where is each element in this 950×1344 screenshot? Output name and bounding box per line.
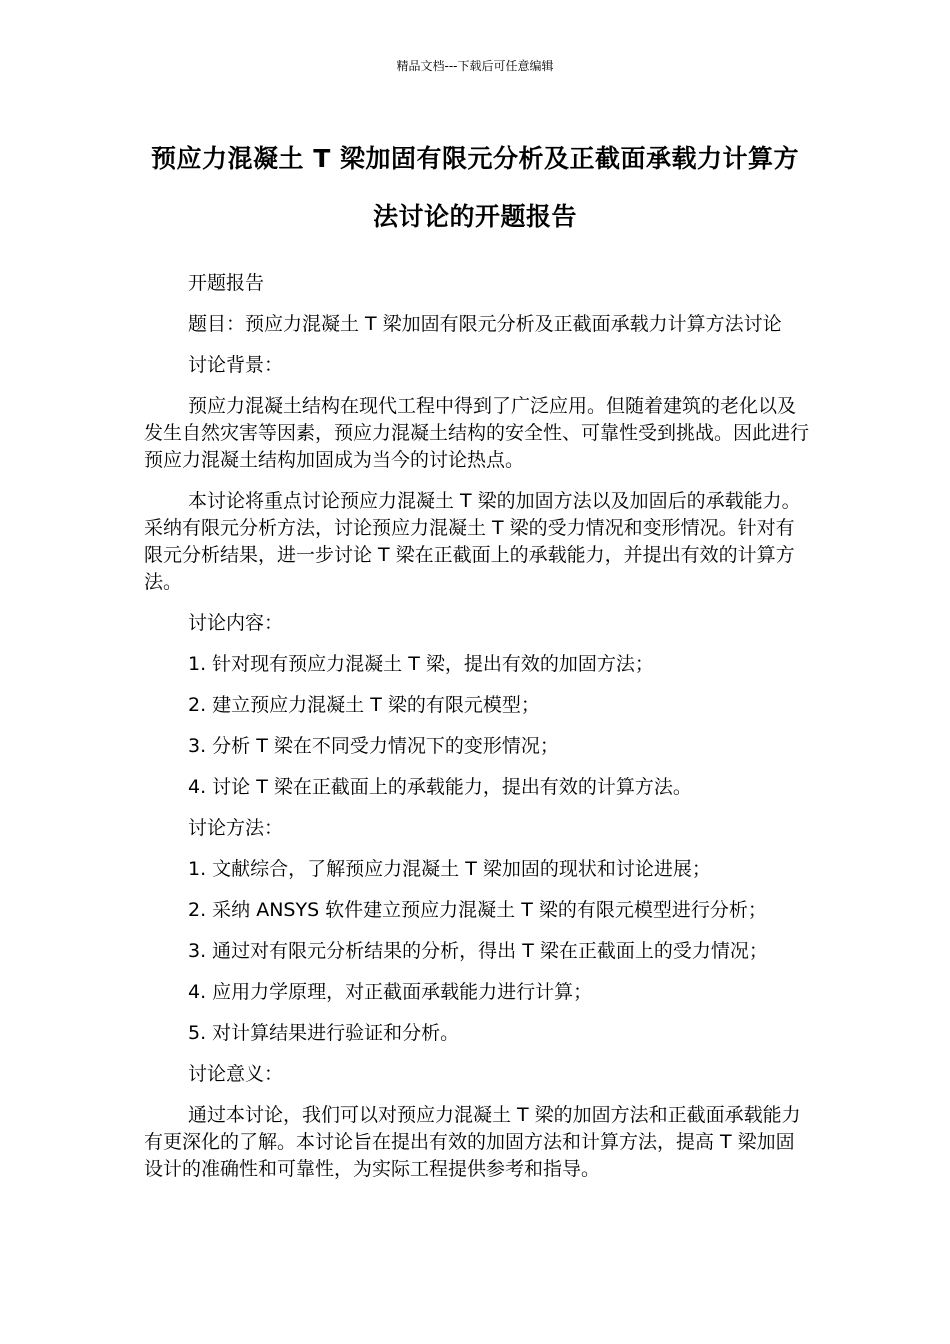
section-heading-content: 讨论内容： bbox=[188, 612, 284, 634]
header-note: 精品文档---下载后可任意编辑 bbox=[396, 59, 554, 73]
document-body bbox=[144, 270, 812, 1197]
list-item-method-3: 3. 通过对有限元分析结果的分析，得出 T 梁在正截面上的受力情况； bbox=[188, 940, 768, 962]
paragraph-label-report: 开题报告 bbox=[188, 272, 265, 294]
list-item-content-1: 1. 针对现有预应力混凝土 T 梁，提出有效的加固方法； bbox=[188, 653, 654, 675]
list-item-method-5: 5. 对计算结果进行验证和分析。 bbox=[188, 1022, 460, 1044]
section-heading-method: 讨论方法： bbox=[188, 817, 284, 839]
list-item-method-2: 2. 采纳 ANSYS 软件建立预应力混凝土 T 梁的有限元模型进行分析； bbox=[188, 899, 767, 921]
paragraph-topic: 题目：预应力混凝土 T 梁加固有限元分析及正截面承载力计算方法讨论 bbox=[188, 313, 782, 335]
list-item-method-1: 1. 文献综合，了解预应力混凝土 T 梁加固的现状和讨论进展； bbox=[188, 858, 711, 880]
list-item-method-4: 4. 应用力学原理，对正截面承载能力进行计算； bbox=[188, 981, 593, 1003]
paragraph-background-1: 预应力混凝土结构在现代工程中得到了广泛应用。但随着建筑的老化以及发生自然灾害等因素，预应力混凝土结构的安全性、可靠性受到挑战。因此进行预应力混凝土结构加固成为当今的讨论热点。 bbox=[144, 395, 810, 471]
list-item-content-2: 2. 建立预应力混凝土 T 梁的有限元模型； bbox=[188, 694, 540, 716]
list-item-content-3: 3. 分析 T 梁在不同受力情况下的变形情况； bbox=[188, 735, 559, 757]
paragraph-significance: 通过本讨论，我们可以对预应力混凝土 T 梁的加固方法和正截面承载能力有更深化的了解。本讨论旨在提出有效的加固方法和计算方法，提高 T 梁加固设计的准确性和可靠性，为实际工程提供参考和指导。 bbox=[144, 1104, 801, 1180]
document-title: 预应力混凝土 T 梁加固有限元分析及正截面承载力计算方法讨论的开题报告 bbox=[151, 144, 799, 231]
section-heading-significance: 讨论意义： bbox=[188, 1063, 284, 1085]
list-item-content-4: 4. 讨论 T 梁在正截面上的承载能力，提出有效的计算方法。 bbox=[188, 776, 692, 798]
section-heading-background: 讨论背景： bbox=[188, 354, 284, 376]
paragraph-background-2: 本讨论将重点讨论预应力混凝土 T 梁的加固方法以及加固后的承载能力。采纳有限元分析方法，讨论预应力混凝土 T 梁的受力情况和变形情况。针对有限元分析结果，进一步讨论 T 梁在正截面上的承载能力，并提出有效的计算方法。 bbox=[144, 490, 801, 593]
